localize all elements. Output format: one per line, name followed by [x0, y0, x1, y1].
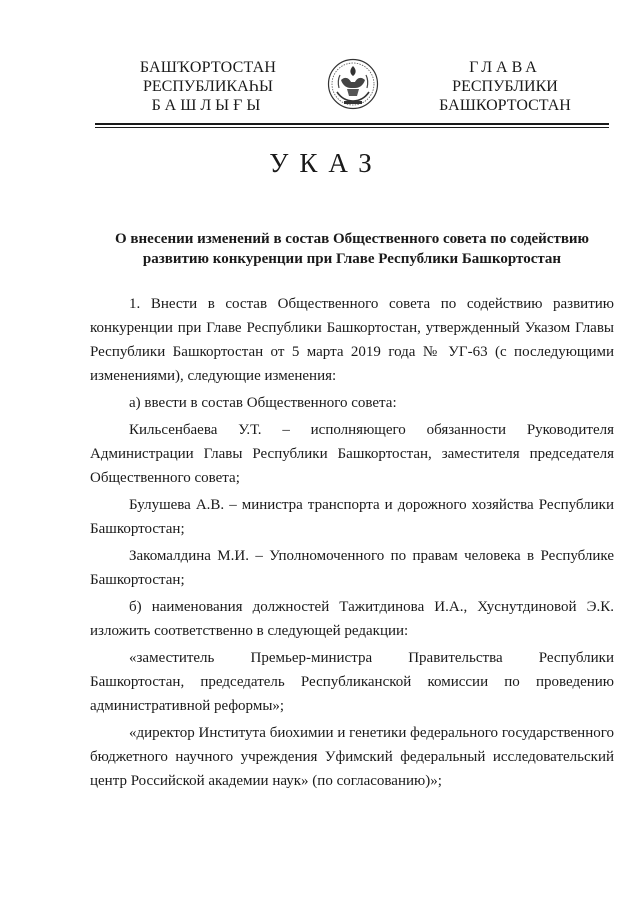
- header-rule-thick: [95, 123, 609, 125]
- header-bashkir-line-3: БАШЛЫҒЫ: [151, 97, 265, 114]
- header-russian-line-2: РЕСПУБЛИКИ: [452, 78, 558, 95]
- header-bashkir-line-1: БАШҠОРТОСТАН: [139, 59, 277, 76]
- header-russian-line-1: ГЛАВА: [469, 59, 541, 76]
- document-subject: О внесении изменений в состав Общественного совета по содействию развитию конкуренции при Главе Республики Башкортостан: [114, 231, 590, 267]
- paragraph-8: «директор Института биохимии и генетики федерального государственного бюджетного научного учреждения Уфимский федеральный исследовательский центр Российской академии наук» (по согласованию)»;: [90, 725, 614, 789]
- header-bashkir-line-2: РЕСПУБЛИКАҺЫ: [143, 78, 273, 95]
- paragraph-2: а) ввести в состав Общественного совета:: [129, 395, 397, 411]
- header-bashkir: [128, 58, 288, 115]
- document-body: [90, 292, 614, 793]
- paragraph-1: 1. Внести в состав Общественного совета по содействию развитию конкуренции при Главе Республики Башкортостан, утвержденный Указом Главы Республики Башкортостан от 5 марта 2019 года № УГ-63 (с последующими изменениями), следующие изменения:: [90, 296, 614, 384]
- coat-of-arms-icon: [327, 58, 379, 110]
- paragraph-3: Кильсенбаева У.Т. – исполняющего обязанности Руководителя Администрации Главы Республики Башкортостан, заместителя председателя Общественного совета;: [90, 422, 614, 486]
- paragraph-4: Булушева А.В. – министра транспорта и дорожного хозяйства Республики Башкортостан;: [90, 497, 614, 537]
- header-russian: [420, 58, 590, 115]
- header-rule-thin: [95, 127, 609, 128]
- paragraph-6: б) наименования должностей Тажитдинова И.А., Хуснутдиновой Э.К. изложить соответственно в следующей редакции:: [90, 599, 614, 639]
- paragraph-7: «заместитель Премьер-министра Правительства Республики Башкортостан, председатель Республиканской комиссии по проведению административной реформы»;: [90, 650, 614, 714]
- document-title: УКАЗ: [269, 148, 383, 178]
- header-russian-line-3: БАШКОРТОСТАН: [439, 97, 571, 114]
- paragraph-5: Закомалдина М.И. – Уполномоченного по правам человека в Республике Башкортостан;: [90, 548, 614, 588]
